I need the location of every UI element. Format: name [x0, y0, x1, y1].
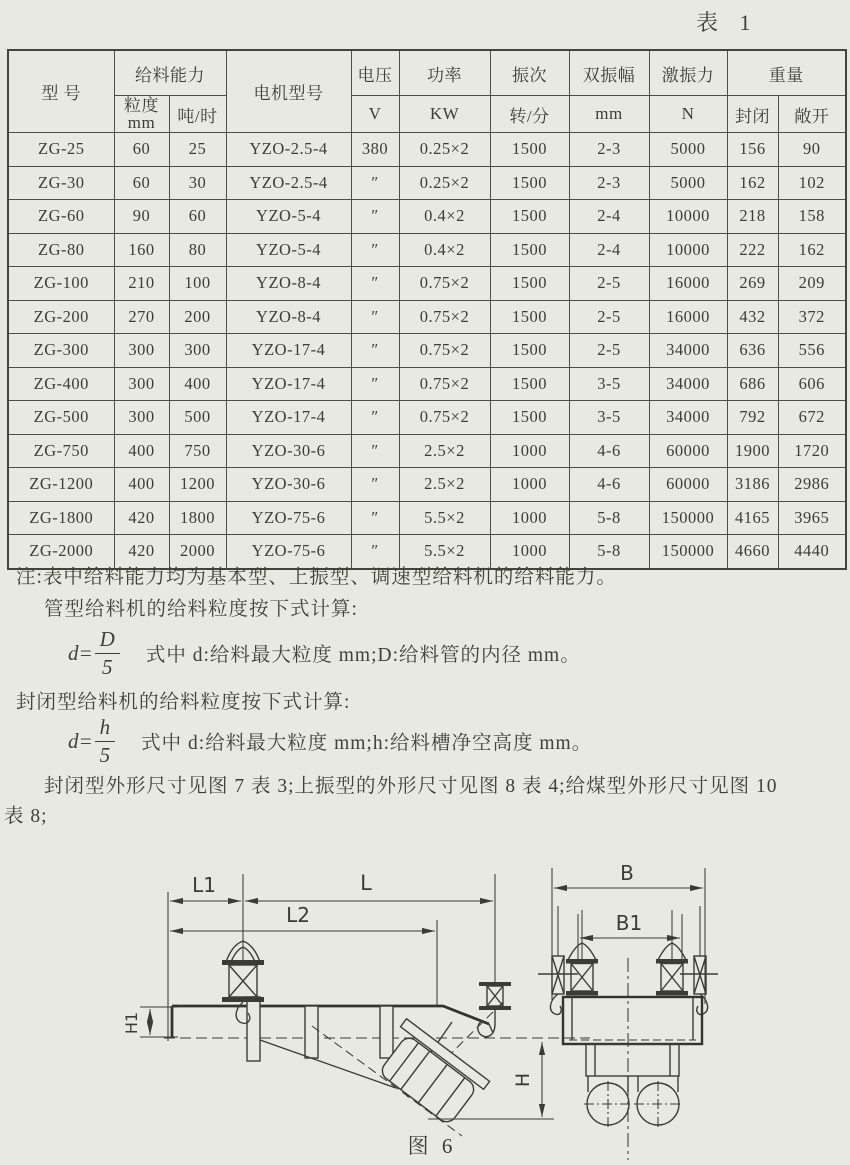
table-cell: 1000 [490, 535, 569, 569]
table-cell: 102 [778, 166, 846, 200]
table-cell: 30 [169, 166, 226, 200]
note-dimension-figures: 封闭型外形尺寸见图 7 表 3;上振型的外形尺寸见图 8 表 4;给煤型外形尺寸见图 10 [44, 776, 778, 797]
table-cell: YZO-75-6 [226, 501, 351, 535]
table-cell: YZO-2.5-4 [226, 166, 351, 200]
fraction-denominator: 5 [102, 654, 113, 679]
table-cell: 34000 [649, 401, 727, 435]
table-cell: ZG-750 [8, 434, 114, 468]
formula-tube-description: 式中 d:给料最大粒度 mm;D:给料管的内径 mm。 [145, 645, 581, 666]
header-force-unit: N [649, 96, 727, 133]
table-cell: 420 [114, 501, 169, 535]
table-cell: 0.25×2 [399, 133, 490, 167]
table-cell: ZG-30 [8, 166, 114, 200]
table-cell: 0.75×2 [399, 367, 490, 401]
table-cell: 60 [114, 133, 169, 167]
figure-6-drawing [60, 843, 850, 1161]
table-cell: 90 [778, 133, 846, 167]
side-view [122, 871, 590, 1136]
table-cell: 60 [114, 166, 169, 200]
table-cell: 0.75×2 [399, 401, 490, 435]
table-cell: ″ [351, 367, 399, 401]
table-cell: ZG-500 [8, 401, 114, 435]
table-cell: 1720 [778, 434, 846, 468]
table-cell: 0.4×2 [399, 233, 490, 267]
table-cell: YZO-75-6 [226, 535, 351, 569]
note-dimension-figures-cont: 表 8; [4, 806, 48, 827]
table-cell: ″ [351, 434, 399, 468]
formula-tube-expression [68, 627, 120, 680]
table-cell: 300 [114, 334, 169, 368]
table-cell: 16000 [649, 267, 727, 301]
dim-label-l1: L1 [192, 873, 216, 897]
table-cell: 500 [169, 401, 226, 435]
table-cell: 636 [727, 334, 778, 368]
table-cell: 372 [778, 300, 846, 334]
table-cell: YZO-5-4 [226, 233, 351, 267]
table-cell: 90 [114, 200, 169, 234]
table-cell: 4660 [727, 535, 778, 569]
table-cell: 1500 [490, 300, 569, 334]
table-cell: YZO-30-6 [226, 434, 351, 468]
table-cell: YZO-30-6 [226, 468, 351, 502]
header-voltage: 电压 [351, 50, 399, 96]
table-cell: 80 [169, 233, 226, 267]
table-cell: 60000 [649, 434, 727, 468]
table-cell: ZG-200 [8, 300, 114, 334]
table-cell: 3-5 [569, 367, 649, 401]
header-model: 型 号 [8, 50, 114, 133]
table-cell: 792 [727, 401, 778, 435]
table-cell: 10000 [649, 233, 727, 267]
header-amplitude-unit: mm [569, 96, 649, 133]
header-voltage-unit: V [351, 96, 399, 133]
header-frequency: 振次 [490, 50, 569, 96]
table-cell: 686 [727, 367, 778, 401]
table-cell: 2-3 [569, 166, 649, 200]
table-cell: 100 [169, 267, 226, 301]
table-cell: 1900 [727, 434, 778, 468]
table-cell: 300 [114, 401, 169, 435]
header-weight-closed: 封闭 [727, 96, 778, 133]
table-cell: 400 [114, 434, 169, 468]
dim-label-b: B [620, 861, 634, 885]
table-cell: 0.25×2 [399, 166, 490, 200]
table-cell: 34000 [649, 367, 727, 401]
table-cell: 1500 [490, 133, 569, 167]
table-cell: ZG-400 [8, 367, 114, 401]
table-cell: ″ [351, 468, 399, 502]
table-cell: ″ [351, 200, 399, 234]
table-cell: ″ [351, 300, 399, 334]
fraction-numerator: h [95, 715, 116, 742]
table-cell: 2.5×2 [399, 468, 490, 502]
table-cell: 5.5×2 [399, 535, 490, 569]
formula-tube [68, 624, 581, 682]
table-cell: 5-8 [569, 535, 649, 569]
table-cell: ZG-300 [8, 334, 114, 368]
table-cell: 1500 [490, 334, 569, 368]
table-cell: 156 [727, 133, 778, 167]
table-cell: 432 [727, 300, 778, 334]
table-cell: ZG-1800 [8, 501, 114, 535]
table-cell: 420 [114, 535, 169, 569]
table-cell: ZG-2000 [8, 535, 114, 569]
table-cell: ZG-1200 [8, 468, 114, 502]
table-cell: 672 [778, 401, 846, 435]
table-cell: YZO-8-4 [226, 300, 351, 334]
table-row [8, 367, 846, 401]
table-cell: ZG-25 [8, 133, 114, 167]
header-amplitude: 双振幅 [569, 50, 649, 96]
table-row [8, 267, 846, 301]
table-cell: 2-5 [569, 334, 649, 368]
table-cell: 2-4 [569, 233, 649, 267]
table-cell: 300 [114, 367, 169, 401]
table-row [8, 501, 846, 535]
header-power: 功率 [399, 50, 490, 96]
table-cell: 4440 [778, 535, 846, 569]
formula-closed [68, 712, 592, 770]
table-cell: 34000 [649, 334, 727, 368]
table-cell: 1500 [490, 401, 569, 435]
table-cell: 3-5 [569, 401, 649, 435]
table-cell: ″ [351, 535, 399, 569]
table-cell: 3186 [727, 468, 778, 502]
table-cell: 1500 [490, 233, 569, 267]
hanger-right [478, 982, 511, 1037]
table-cell: 1500 [490, 200, 569, 234]
table-cell: 10000 [649, 200, 727, 234]
header-weight: 重量 [727, 50, 846, 96]
table-body [8, 133, 846, 569]
fraction-numerator: D [95, 627, 120, 654]
table-cell: 25 [169, 133, 226, 167]
table-row [8, 334, 846, 368]
table-cell: 1000 [490, 434, 569, 468]
end-view [538, 861, 718, 1160]
table-cell: 2-5 [569, 300, 649, 334]
table-cell: 0.4×2 [399, 200, 490, 234]
dim-label-l2: L2 [286, 903, 310, 927]
table-cell: 150000 [649, 535, 727, 569]
table-cell: 5.5×2 [399, 501, 490, 535]
table-cell: 3965 [778, 501, 846, 535]
table-cell: 4-6 [569, 468, 649, 502]
note-capacity: 注:表中给料能力均为基本型、上振型、调速型给料机的给料能力。 [16, 567, 617, 588]
table-cell: 269 [727, 267, 778, 301]
table-cell: 606 [778, 367, 846, 401]
header-frequency-unit: 转/分 [490, 96, 569, 133]
dim-label-b1: B1 [615, 911, 643, 935]
table-row [8, 401, 846, 435]
table-cell: 2000 [169, 535, 226, 569]
table-cell: ″ [351, 401, 399, 435]
table-row [8, 233, 846, 267]
table-cell: 5000 [649, 166, 727, 200]
formula-closed-description: 式中 d:给料最大粒度 mm;h:给料槽净空高度 mm。 [141, 733, 593, 754]
table-row [8, 468, 846, 502]
table-cell: 209 [778, 267, 846, 301]
table-cell: 5000 [649, 133, 727, 167]
table-cell: 162 [778, 233, 846, 267]
table-cell: YZO-17-4 [226, 367, 351, 401]
table-cell: 60 [169, 200, 226, 234]
table-cell: 158 [778, 200, 846, 234]
formula-closed-expression [68, 715, 115, 768]
header-particle-size [114, 96, 169, 133]
fraction [95, 627, 120, 680]
table-cell: 218 [727, 200, 778, 234]
table-cell: ″ [351, 233, 399, 267]
table-cell: 2.5×2 [399, 434, 490, 468]
table-cell: 160 [114, 233, 169, 267]
table-cell: YZO-2.5-4 [226, 133, 351, 167]
table-cell: 750 [169, 434, 226, 468]
table-cell: 2-3 [569, 133, 649, 167]
table-cell: YZO-8-4 [226, 267, 351, 301]
table-cell: 200 [169, 300, 226, 334]
table-cell: ZG-80 [8, 233, 114, 267]
table-cell: ″ [351, 501, 399, 535]
dim-label-l: L [360, 871, 372, 895]
header-force: 激振力 [649, 50, 727, 96]
table-cell: 2-5 [569, 267, 649, 301]
table-cell: 4165 [727, 501, 778, 535]
table-cell: 400 [169, 367, 226, 401]
spec-table [7, 49, 847, 570]
formula-lhs: d= [68, 640, 93, 665]
header-feed-capacity: 给料能力 [114, 50, 226, 96]
table-cell: ″ [351, 267, 399, 301]
end-hanger-outer-right [680, 956, 718, 1014]
note-tube-type: 管型给料机的给料粒度按下式计算: [44, 599, 358, 620]
table-row [8, 300, 846, 334]
table-cell: 1000 [490, 501, 569, 535]
figure-caption: 图 6 [407, 1134, 457, 1158]
table-cell: YZO-17-4 [226, 401, 351, 435]
table-cell: 60000 [649, 468, 727, 502]
sheet-label: 表 1 [696, 10, 759, 35]
fraction-denominator: 5 [99, 742, 111, 767]
table-cell: 400 [114, 468, 169, 502]
table-cell: 1500 [490, 367, 569, 401]
table-cell: ZG-100 [8, 267, 114, 301]
table-row [8, 133, 846, 167]
table-cell: 1500 [490, 166, 569, 200]
table-cell: 0.75×2 [399, 267, 490, 301]
header-power-unit: KW [399, 96, 490, 133]
table-cell: 1200 [169, 468, 226, 502]
dim-label-h1: H1 [122, 1011, 141, 1035]
table-cell: 556 [778, 334, 846, 368]
table-cell: YZO-5-4 [226, 200, 351, 234]
table-cell: 1800 [169, 501, 226, 535]
header-weight-open: 敞开 [778, 96, 846, 133]
table-cell: YZO-17-4 [226, 334, 351, 368]
header-particle-size-line1: 粒度 [124, 96, 159, 115]
formula-lhs: d= [68, 728, 93, 753]
table-cell: 1500 [490, 267, 569, 301]
table-row [8, 166, 846, 200]
table-cell: 0.75×2 [399, 300, 490, 334]
table-cell: ZG-60 [8, 200, 114, 234]
table-cell: ″ [351, 166, 399, 200]
table-cell: 4-6 [569, 434, 649, 468]
header-tons-per-hour: 吨/时 [169, 96, 226, 133]
table-cell: 150000 [649, 501, 727, 535]
table-cell: 5-8 [569, 501, 649, 535]
table-cell: 222 [727, 233, 778, 267]
table-cell: 2-4 [569, 200, 649, 234]
table-cell: 270 [114, 300, 169, 334]
table-row [8, 434, 846, 468]
table-cell: 162 [727, 166, 778, 200]
header-particle-size-line2: mm [127, 113, 156, 132]
table-cell: ″ [351, 334, 399, 368]
table-cell: 0.75×2 [399, 334, 490, 368]
table-cell: 380 [351, 133, 399, 167]
table-cell: 2986 [778, 468, 846, 502]
table-cell: 1000 [490, 468, 569, 502]
note-closed-type: 封闭型给料机的给料粒度按下式计算: [16, 692, 351, 713]
table-cell: 210 [114, 267, 169, 301]
dim-label-h: H [512, 1072, 534, 1088]
table-cell: 300 [169, 334, 226, 368]
table-header [8, 50, 846, 133]
table-cell: 16000 [649, 300, 727, 334]
header-motor-model: 电机型号 [226, 50, 351, 133]
table-row [8, 200, 846, 234]
fraction [95, 715, 116, 768]
